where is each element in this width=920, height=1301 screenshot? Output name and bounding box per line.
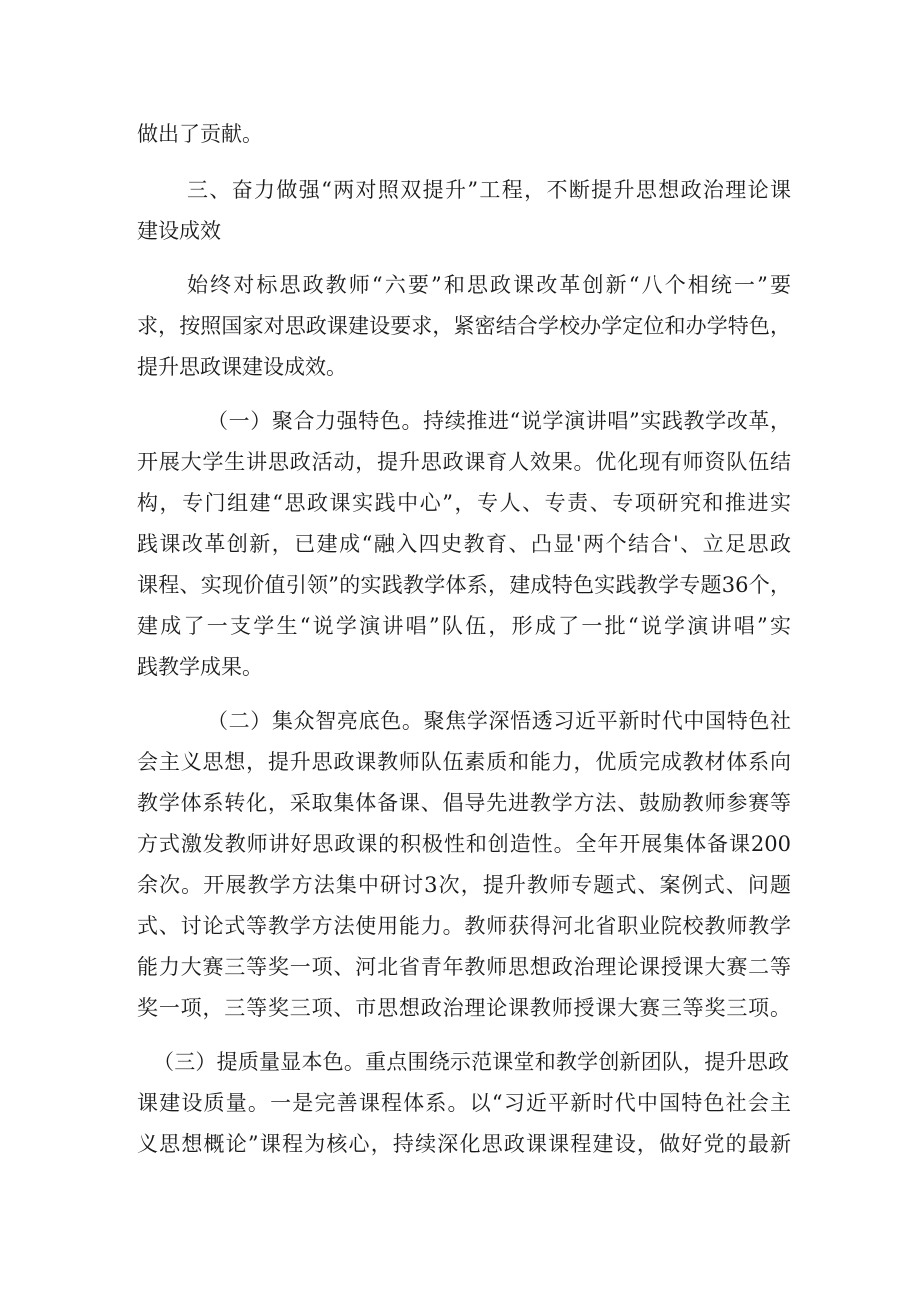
sub1-line-5: 课程、实现价值引领”的实践教学体系，建成特色实践教学专题36个， [137, 573, 791, 597]
sub1-line-1: （一）聚合力强特色。持续推进“说学演讲唱”实践教学改革， [207, 409, 791, 433]
sub2-line-1: （二）集众智亮底色。聚焦学深悟透习近平新时代中国特色社 [207, 709, 791, 733]
sub3-line-3: 义思想概论”课程为核心，持续深化思政课课程建设，做好党的最新 [137, 1132, 791, 1156]
sub1-line-7: 践教学成果。 [137, 655, 263, 679]
sub3-line-2: 课建设质量。一是完善课程体系。以“习近平新时代中国特色社会主 [137, 1091, 791, 1115]
sub2-line-6: 式、讨论式等教学方法使用能力。教师获得河北省职业院校教师教学 [137, 914, 791, 938]
sub2-line-7: 能力大赛三等奖一项、河北省青年教师思想政治理论课授课大赛二等 [137, 955, 791, 979]
sub1-line-3: 构，专门组建“思政课实践中心”，专人、专责、专项研究和推进实 [137, 491, 791, 515]
sub2-line-5: 余次。开展教学方法集中研讨3次，提升教师专题式、案例式、问题 [137, 873, 791, 897]
sub1-line-6: 建成了一支学生“说学演讲唱”队伍，形成了一批“说学演讲唱”实 [137, 614, 791, 638]
sub3-line-1: （三）提质量显本色。重点围绕示范课堂和教学创新团队，提升思政 [153, 1050, 789, 1074]
sub1-line-2: 开展大学生讲思政活动，提升思政课育人效果。优化现有师资队伍结 [137, 450, 791, 474]
sub2-line-8: 奖一项，三等奖三项、市思想政治理论课教师授课大赛三等奖三项。 [137, 996, 791, 1020]
intro-line-1: 始终对标思政教师“六要”和思政课改革创新“八个相统一”要 [187, 273, 791, 297]
sub2-line-4: 方式激发教师讲好思政课的积极性和创造性。全年开展集体备课200 [137, 832, 791, 856]
sub1-line-4: 践课改革创新，已建成“融入四史教育、凸显'两个结合'、立足思政 [137, 532, 791, 556]
top-line: 做出了贡献。 [137, 122, 263, 146]
sub2-line-2: 会主义思想，提升思政课教师队伍素质和能力，优质完成教材体系向 [137, 750, 791, 774]
sub2-line-3: 教学体系转化，采取集体备课、倡导先进教学方法、鼓励教师参赛等 [137, 791, 791, 815]
intro-line-2: 求，按照国家对思政课建设要求，紧密结合学校办学定位和办学特色， [137, 314, 791, 338]
intro-line-3: 提升思政课建设成效。 [137, 355, 347, 379]
section-heading-line-1: 三、奋力做强“两对照双提升”工程，不断提升思想政治理论课 [187, 178, 791, 202]
section-heading-line-2: 建设成效 [137, 219, 221, 243]
